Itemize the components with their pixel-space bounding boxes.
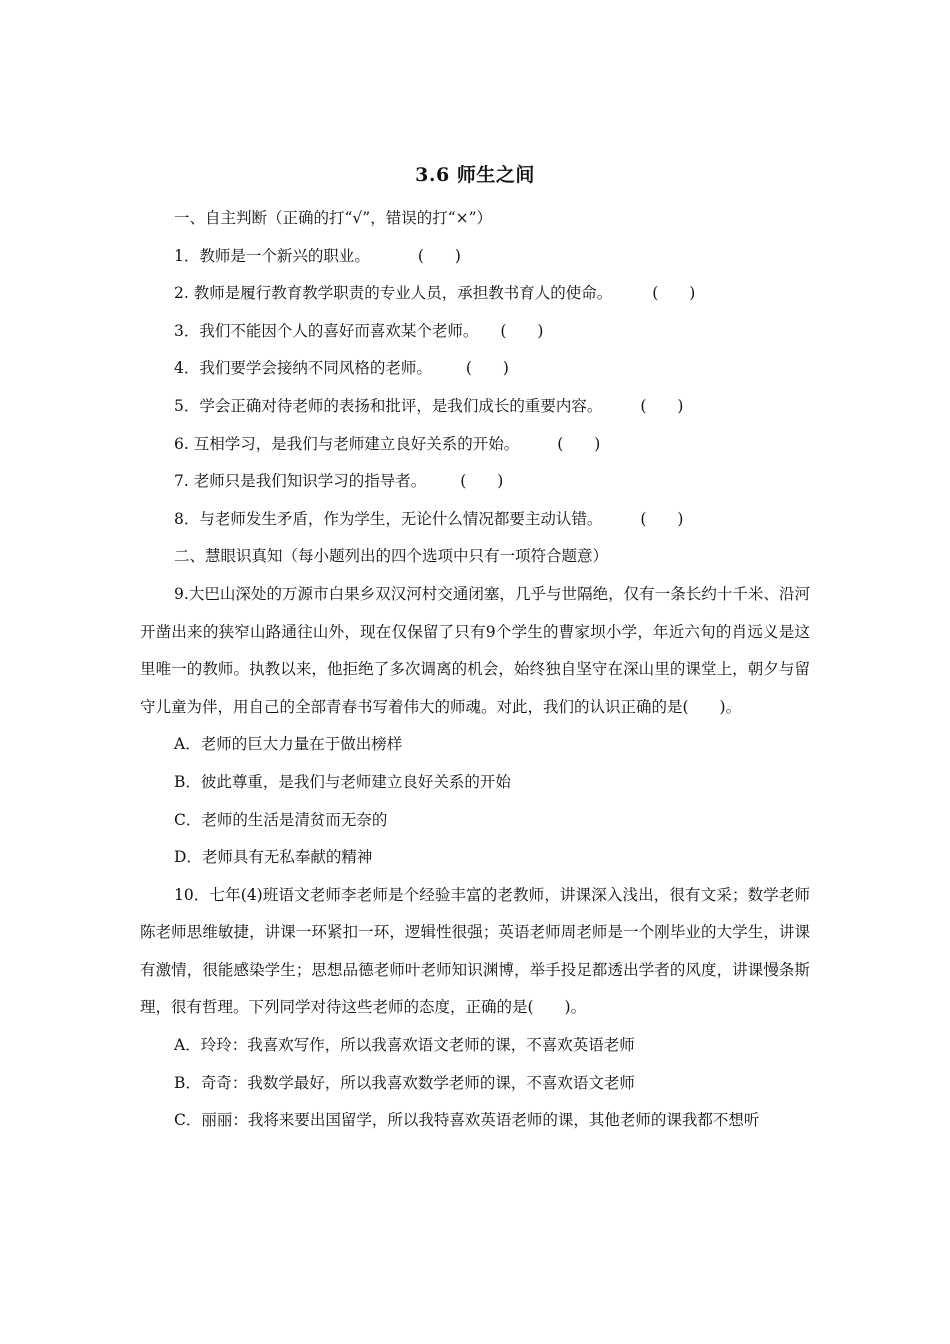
answer-blank: ( )	[640, 509, 684, 528]
judgement-text: 3．我们不能因个人的喜好而喜欢某个老师。	[174, 321, 479, 340]
judgement-text: 2. 教师是履行教育教学职责的专业人员，承担教书育人的使命。	[174, 284, 613, 303]
answer-blank: ( )	[640, 396, 684, 415]
section-heading-choice: 二、慧眼识真知（每小题列出的四个选项中只有一项符合题意）	[174, 547, 609, 566]
judgement-item	[140, 275, 810, 313]
judgement-item	[140, 238, 810, 276]
question-10-stem: 10．七年(4)班语文老师李老师是个经验丰富的老教师，讲课深入浅出，很有文采；数学老师陈老师思维敏捷，讲课一环紧扣一环，逻辑性很强；英语老师周老师是一个刚毕业的大学生，讲课有激情，很能感染学生；思想品德老师叶老师知识渊博，举手投足都透出学者的风度，讲课慢条斯理，很有哲理。下列同学对待这些老师的态度，正确的是( )。	[140, 885, 810, 1017]
question-9-stem: 9.大巴山深处的万源市白果乡双汉河村交通闭塞，几乎与世隔绝，仅有一条长约十千米、沿河开凿出来的狭窄山路通往山外，现在仅保留了只有9个学生的曹家坝小学，年近六旬的肖远义是这里唯一的教师。执教以来，他拒绝了多次调离的机会，始终独自坚守在深山里的课堂上，朝夕与留守儿童为伴，用自己的全部青春书写着伟大的师魂。对此，我们的认识正确的是( )。	[140, 584, 810, 716]
judgement-item	[140, 388, 810, 426]
section-heading-judgement: 一、自主判断（正确的打“√”，错误的打“×”）	[174, 209, 493, 227]
question-9-option-a: A．老师的巨大力量在于做出榜样	[174, 735, 403, 754]
answer-blank: ( )	[417, 246, 461, 265]
judgement-text: 7. 老师只是我们知识学习的指导者。	[174, 472, 427, 491]
question-9-option-d: D．老师具有无私奉献的精神	[174, 848, 373, 867]
question-10-option-b: B．奇奇：我数学最好，所以我喜欢数学老师的课，不喜欢语文老师	[174, 1073, 635, 1092]
judgement-text: 1．教师是一个新兴的职业。	[174, 246, 370, 265]
answer-blank: ( )	[460, 472, 504, 491]
judgement-text: 5．学会正确对待老师的表扬和批评，是我们成长的重要内容。	[174, 396, 603, 415]
question-9-option-b: B．彼此尊重，是我们与老师建立良好关系的开始	[174, 772, 511, 791]
judgement-text: 6. 互相学习，是我们与老师建立良好关系的开始。	[174, 434, 520, 453]
page-title: 3.6 师生之间	[415, 164, 535, 186]
answer-blank: ( )	[557, 434, 601, 453]
judgement-item	[140, 463, 810, 501]
document-body	[140, 200, 810, 1140]
question-10-option-a: A．玲玲：我喜欢写作，所以我喜欢语文老师的课，不喜欢英语老师	[174, 1036, 635, 1055]
answer-blank: ( )	[465, 359, 509, 378]
judgement-item	[140, 350, 810, 388]
judgement-item	[140, 501, 810, 539]
judgement-text: 4．我们要学会接纳不同风格的老师。	[174, 359, 432, 378]
answer-blank: ( )	[500, 321, 544, 340]
question-9-option-c: C．老师的生活是清贫而无奈的	[174, 810, 388, 829]
judgement-item	[140, 426, 810, 464]
question-10-option-c: C．丽丽：我将来要出国留学，所以我特喜欢英语老师的课，其他老师的课我都不想听	[174, 1111, 760, 1130]
judgement-item	[140, 313, 810, 351]
answer-blank: ( )	[652, 284, 696, 303]
judgement-text: 8．与老师发生矛盾，作为学生，无论什么情况都要主动认错。	[174, 509, 603, 528]
